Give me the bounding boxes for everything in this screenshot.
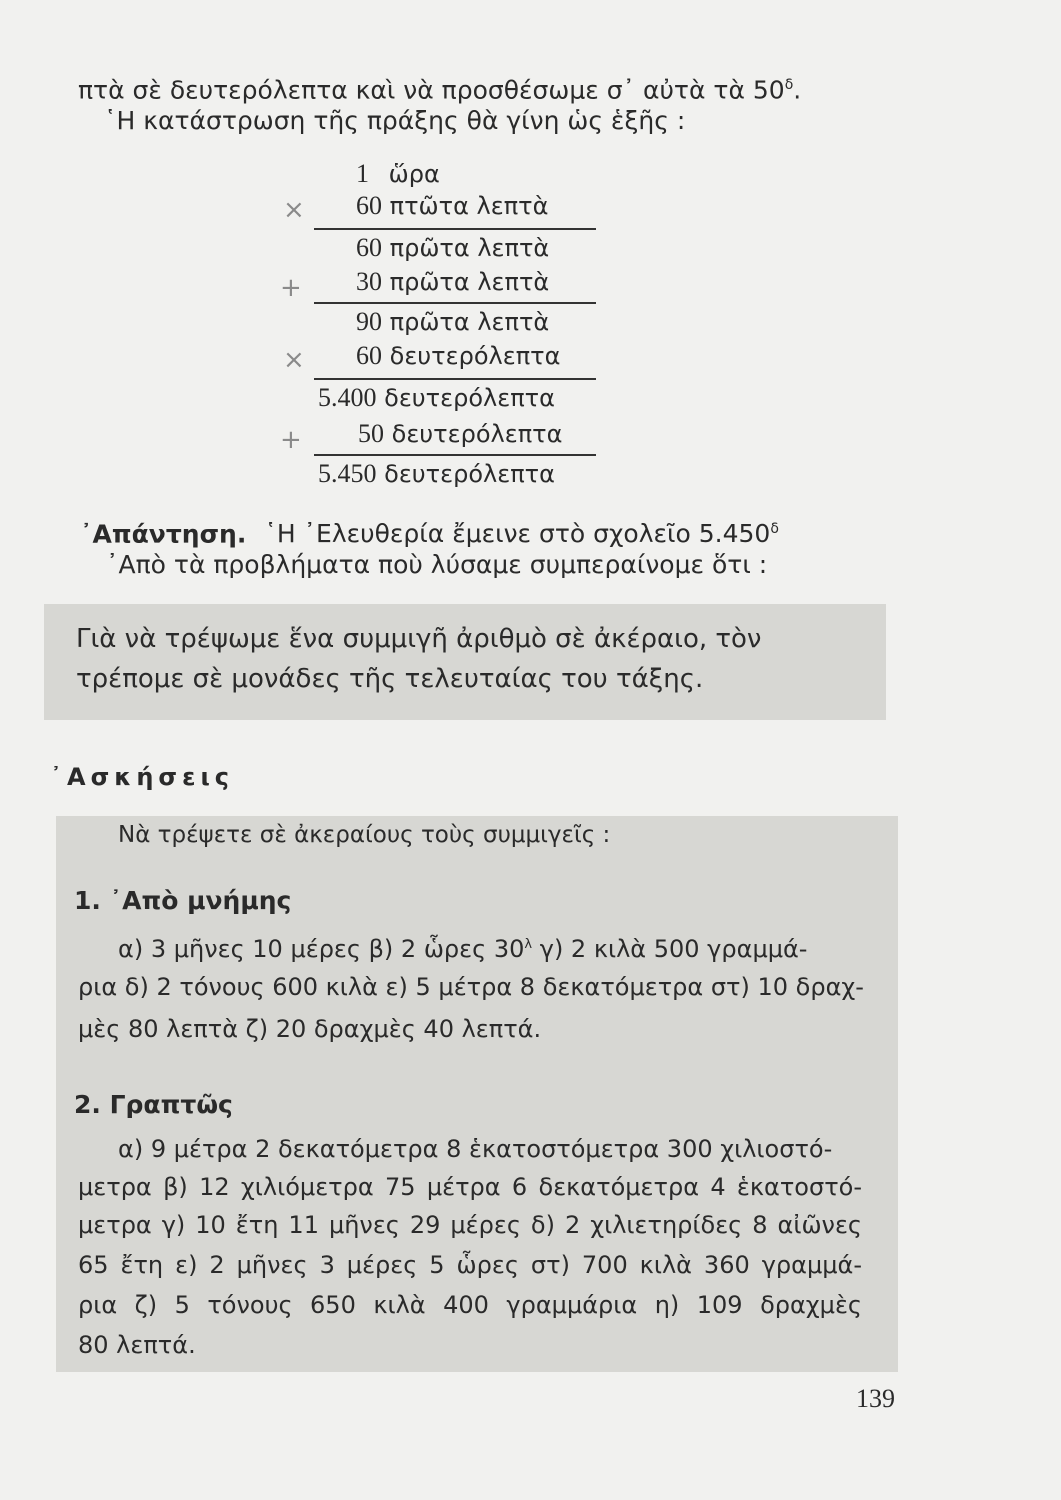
section-1-line-3: μὲς 80 λεπτὰ ζ) 20 δραχμὲς 40 λεπτά.: [78, 1015, 542, 1043]
section-1-title: 1. ᾿Απὸ μνήμης: [74, 886, 292, 915]
calc-number: 60: [356, 341, 382, 370]
exercise-text: γ) 2 κιλὰ 500 γραμμά-: [539, 935, 808, 963]
calc-number: 50: [358, 419, 384, 448]
page-number: 139: [856, 1384, 895, 1413]
calc-unit: πρῶτα λεπτὰ: [389, 308, 550, 336]
calc-number: 90: [356, 307, 382, 336]
intro-line-1: [78, 70, 801, 105]
calc-number: 5.450: [318, 459, 377, 488]
calc-row-3: [356, 234, 549, 262]
calc-number: 30: [356, 267, 382, 296]
calc-number: 1: [356, 159, 369, 188]
calc-row-9: [318, 460, 555, 488]
calc-rule-2: [314, 302, 596, 304]
calc-row-2: [356, 192, 548, 220]
calc-unit: δευτερόλεπτα: [384, 460, 555, 488]
multiply-operator-2: ×: [283, 345, 305, 375]
rule-line-2: τρέπομε σὲ μονάδες τῆς τελευταίας του τάξης.: [76, 664, 704, 694]
exercise-text: α) 3 μῆνες 10 μέρες β) 2 ὧρες 30: [118, 935, 525, 963]
answer-text: ῾Η ᾿Ελευθερία ἔμεινε στὸ σχολεῖο 5.450: [264, 519, 771, 549]
answer-label: ᾿Απάντηση.: [80, 519, 247, 549]
rule-box: [44, 604, 886, 720]
calc-row-1: [356, 160, 440, 188]
answer-superscript: δ: [770, 521, 779, 537]
intro-text: πτὰ σὲ δευτερόλεπτα καὶ νὰ προσθέσωμε σ᾽ αὐτὰ τὰ 50: [78, 75, 785, 105]
multiply-operator-1: ×: [283, 195, 305, 225]
section-2-line-1: α) 9 μέτρα 2 δεκατόμετρα 8 ἑκατοστόμετρα 300 χιλιοστό-: [118, 1135, 833, 1163]
section-2-line-3: μετρα γ) 10 ἔτη 11 μῆνες 29 μέρες δ) 2 χιλιετηρίδες 8 αἰῶνες: [78, 1211, 862, 1239]
calc-rule-3: [314, 378, 596, 380]
conclusion-line: ᾿Απὸ τὰ προβλήματα ποὺ λύσαμε συμπεραίνομε ὅτι :: [106, 550, 768, 579]
calc-row-8: [358, 420, 562, 448]
calc-unit: ὥρα: [388, 160, 440, 188]
section-1-line-2: ρια δ) 2 τόνους 600 κιλὰ ε) 5 μέτρα 8 δεκατόμετρα στ) 10 δραχ-: [78, 973, 864, 1001]
section-2-line-2: μετρα β) 12 χιλιόμετρα 75 μέτρα 6 δεκατόμετρα 4 ἑκατοστό-: [78, 1173, 862, 1201]
exercises-instruction: Νὰ τρέψετε σὲ ἀκεραίους τοὺς συμμιγεῖς :: [118, 822, 611, 848]
intro-line-2: ῾Η κατάστρωση τῆς πράξης θὰ γίνη ὡς ἑξῆς :: [104, 106, 686, 135]
answer-line: [80, 514, 779, 549]
calc-row-6: [356, 342, 560, 370]
section-2-title: 2. Γραπτῶς: [74, 1090, 233, 1119]
calc-unit: δευτερόλεπτα: [391, 420, 563, 448]
intro-superscript: δ: [784, 77, 794, 93]
calc-unit: πρῶτα λεπτὰ: [389, 234, 550, 262]
rule-line-1: Γιὰ νὰ τρέψωμε ἕνα συμμιγῆ ἀριθμὸ σὲ ἀκέραιο, τὸν: [76, 624, 762, 654]
exercise-superscript: λ: [524, 937, 533, 952]
calc-number: 60: [356, 233, 382, 262]
exercises-heading: ᾿Ασκήσεις: [50, 763, 235, 791]
plus-operator-1: +: [280, 273, 302, 303]
intro-period: .: [793, 75, 802, 105]
section-2-line-5: ρια ζ) 5 τόνους 650 κιλὰ 400 γραμμάρια η) 109 δραχμὲς: [78, 1291, 862, 1319]
section-1-line-1: [118, 930, 862, 964]
calc-row-5: [356, 308, 549, 336]
calc-row-4: [356, 268, 549, 296]
calc-unit: πτῶτα λεπτὰ: [389, 192, 549, 220]
calc-number: 60: [356, 191, 382, 220]
calc-rule-4: [314, 454, 596, 456]
calc-row-7: [318, 384, 555, 412]
calc-unit: δευτερόλεπτα: [384, 384, 555, 412]
section-2-line-6: 80 λεπτά.: [78, 1331, 196, 1359]
section-2-line-4: 65 ἔτη ε) 2 μῆνες 3 μέρες 5 ὧρες στ) 700 κιλὰ 360 γραμμά-: [78, 1251, 862, 1279]
calc-number: 5.400: [318, 383, 377, 412]
calc-rule-1: [314, 228, 596, 230]
calc-unit: δευτερόλεπτα: [389, 342, 561, 370]
calc-unit: πρῶτα λεπτὰ: [389, 268, 550, 296]
plus-operator-2: +: [280, 425, 302, 455]
